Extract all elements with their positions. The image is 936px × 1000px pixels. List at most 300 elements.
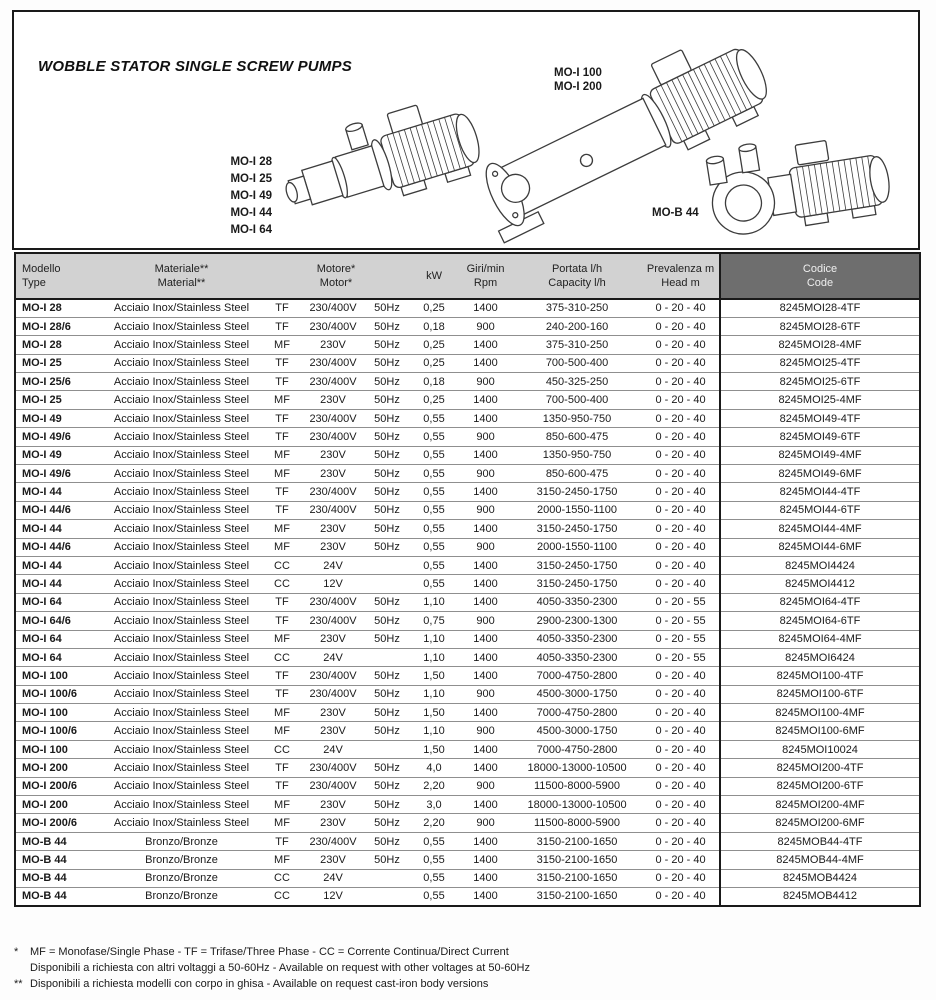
cell-code: 8245MOB44-4MF bbox=[720, 851, 920, 869]
table-row bbox=[15, 465, 920, 483]
pump-model-label: MO-I 100 bbox=[554, 67, 602, 79]
cell-code: 8245MOI64-6TF bbox=[720, 612, 920, 630]
cell-code: 8245MOB44-4TF bbox=[720, 832, 920, 850]
table-row bbox=[15, 722, 920, 740]
cell-capacity: 3150-2450-1750 bbox=[512, 483, 642, 501]
cell-head: 0 - 20 - 40 bbox=[642, 575, 720, 593]
cell-code: 8245MOI25-6TF bbox=[720, 373, 920, 391]
cell-kw: 0,55 bbox=[409, 483, 459, 501]
pump-table-body bbox=[15, 299, 920, 906]
cell-code: 8245MOI28-4MF bbox=[720, 336, 920, 354]
product-drawings-panel bbox=[12, 10, 920, 250]
table-row bbox=[15, 520, 920, 538]
cell-model: MO-I 64 bbox=[15, 630, 100, 648]
cell-voltage: 230/400V bbox=[301, 354, 365, 372]
cell-model: MO-I 49 bbox=[15, 409, 100, 427]
footnote-text: MF = Monofase/Single Phase - TF = Trifase/Three Phase - CC = Corrente Continua/Direct Current bbox=[30, 946, 509, 958]
cell-head: 0 - 20 - 40 bbox=[642, 409, 720, 427]
cell-rpm: 1400 bbox=[459, 759, 512, 777]
cell-kw: 4,0 bbox=[409, 759, 459, 777]
cell-voltage: 230V bbox=[301, 520, 365, 538]
cell-voltage: 230V bbox=[301, 814, 365, 832]
cell-kw: 0,25 bbox=[409, 391, 459, 409]
cell-head: 0 - 20 - 40 bbox=[642, 704, 720, 722]
cell-kw: 0,55 bbox=[409, 538, 459, 556]
cell-phase: TF bbox=[263, 832, 301, 850]
cell-phase: TF bbox=[263, 409, 301, 427]
cell-head: 0 - 20 - 40 bbox=[642, 851, 720, 869]
cell-rpm: 900 bbox=[459, 612, 512, 630]
cell-kw: 0,55 bbox=[409, 409, 459, 427]
cell-head: 0 - 20 - 40 bbox=[642, 740, 720, 758]
footnote-line bbox=[14, 976, 914, 992]
cell-head: 0 - 20 - 40 bbox=[642, 373, 720, 391]
cell-material: Acciaio Inox/Stainless Steel bbox=[100, 740, 263, 758]
cell-model: MO-I 100/6 bbox=[15, 722, 100, 740]
cell-model: MO-I 44 bbox=[15, 483, 100, 501]
cell-kw: 2,20 bbox=[409, 814, 459, 832]
cell-head: 0 - 20 - 40 bbox=[642, 501, 720, 519]
table-row bbox=[15, 373, 920, 391]
cell-phase: MF bbox=[263, 520, 301, 538]
cell-model: MO-B 44 bbox=[15, 869, 100, 887]
cell-kw: 1,10 bbox=[409, 593, 459, 611]
cell-frequency: 50Hz bbox=[365, 612, 409, 630]
cell-phase: MF bbox=[263, 336, 301, 354]
cell-frequency: 50Hz bbox=[365, 483, 409, 501]
cell-voltage: 230/400V bbox=[301, 299, 365, 317]
cell-rpm: 1400 bbox=[459, 354, 512, 372]
cell-phase: CC bbox=[263, 556, 301, 574]
cell-capacity: 700-500-400 bbox=[512, 354, 642, 372]
cell-model: MO-I 100/6 bbox=[15, 685, 100, 703]
cell-capacity: 850-600-475 bbox=[512, 465, 642, 483]
table-row bbox=[15, 630, 920, 648]
cell-code: 8245MOI200-4MF bbox=[720, 796, 920, 814]
table-row bbox=[15, 575, 920, 593]
table-row bbox=[15, 685, 920, 703]
table-row bbox=[15, 336, 920, 354]
cell-frequency: 50Hz bbox=[365, 299, 409, 317]
cell-code: 8245MOI10024 bbox=[720, 740, 920, 758]
table-row bbox=[15, 888, 920, 906]
cell-capacity: 4500-3000-1750 bbox=[512, 685, 642, 703]
cell-frequency: 50Hz bbox=[365, 593, 409, 611]
cell-capacity: 3150-2450-1750 bbox=[512, 520, 642, 538]
cell-kw: 3,0 bbox=[409, 796, 459, 814]
cell-kw: 1,10 bbox=[409, 648, 459, 666]
cell-capacity: 2000-1550-1100 bbox=[512, 538, 642, 556]
cell-material: Acciaio Inox/Stainless Steel bbox=[100, 612, 263, 630]
cell-voltage: 230/400V bbox=[301, 409, 365, 427]
cell-capacity: 850-600-475 bbox=[512, 428, 642, 446]
cell-capacity: 18000-13000-10500 bbox=[512, 796, 642, 814]
cell-head: 0 - 20 - 55 bbox=[642, 593, 720, 611]
cell-frequency bbox=[365, 648, 409, 666]
cell-voltage: 24V bbox=[301, 740, 365, 758]
table-row bbox=[15, 483, 920, 501]
cell-rpm: 1400 bbox=[459, 796, 512, 814]
col-header-model: Modello Type bbox=[15, 253, 100, 299]
cell-head: 0 - 20 - 40 bbox=[642, 777, 720, 795]
cell-capacity: 2000-1550-1100 bbox=[512, 501, 642, 519]
cell-frequency: 50Hz bbox=[365, 685, 409, 703]
cell-code: 8245MOI100-4TF bbox=[720, 667, 920, 685]
cell-model: MO-I 25 bbox=[15, 391, 100, 409]
cell-rpm: 900 bbox=[459, 685, 512, 703]
cell-head: 0 - 20 - 40 bbox=[642, 888, 720, 906]
cell-head: 0 - 20 - 55 bbox=[642, 630, 720, 648]
cell-rpm: 900 bbox=[459, 465, 512, 483]
cell-voltage: 24V bbox=[301, 869, 365, 887]
cell-kw: 0,55 bbox=[409, 869, 459, 887]
cell-model: MO-I 44/6 bbox=[15, 538, 100, 556]
cell-phase: TF bbox=[263, 428, 301, 446]
cell-kw: 0,25 bbox=[409, 299, 459, 317]
cell-material: Acciaio Inox/Stainless Steel bbox=[100, 317, 263, 335]
cell-material: Acciaio Inox/Stainless Steel bbox=[100, 373, 263, 391]
table-row bbox=[15, 556, 920, 574]
cell-rpm: 1400 bbox=[459, 391, 512, 409]
cell-rpm: 1400 bbox=[459, 409, 512, 427]
table-row bbox=[15, 612, 920, 630]
cell-kw: 0,25 bbox=[409, 354, 459, 372]
cell-material: Acciaio Inox/Stainless Steel bbox=[100, 538, 263, 556]
cell-phase: TF bbox=[263, 593, 301, 611]
table-row bbox=[15, 740, 920, 758]
cell-voltage: 230/400V bbox=[301, 759, 365, 777]
cell-material: Acciaio Inox/Stainless Steel bbox=[100, 446, 263, 464]
cell-head: 0 - 20 - 40 bbox=[642, 391, 720, 409]
cell-code: 8245MOI25-4TF bbox=[720, 354, 920, 372]
table-row bbox=[15, 759, 920, 777]
pump-spec-table bbox=[14, 252, 921, 907]
cell-rpm: 1400 bbox=[459, 888, 512, 906]
cell-capacity: 4050-3350-2300 bbox=[512, 648, 642, 666]
cell-model: MO-I 44 bbox=[15, 556, 100, 574]
col-header-material: Materiale** Material** bbox=[100, 253, 263, 299]
table-row bbox=[15, 796, 920, 814]
cell-head: 0 - 20 - 40 bbox=[642, 722, 720, 740]
cell-capacity: 1350-950-750 bbox=[512, 446, 642, 464]
cell-code: 8245MOI200-6MF bbox=[720, 814, 920, 832]
cell-rpm: 900 bbox=[459, 501, 512, 519]
cell-voltage: 230/400V bbox=[301, 483, 365, 501]
cell-frequency bbox=[365, 575, 409, 593]
cell-code: 8245MOI4424 bbox=[720, 556, 920, 574]
cell-capacity: 240-200-160 bbox=[512, 317, 642, 335]
cell-material: Acciaio Inox/Stainless Steel bbox=[100, 575, 263, 593]
cell-code: 8245MOI6424 bbox=[720, 648, 920, 666]
cell-rpm: 1400 bbox=[459, 832, 512, 850]
cell-phase: CC bbox=[263, 869, 301, 887]
cell-rpm: 1400 bbox=[459, 299, 512, 317]
cell-voltage: 12V bbox=[301, 888, 365, 906]
cell-material: Bronzo/Bronze bbox=[100, 888, 263, 906]
cell-model: MO-I 200 bbox=[15, 796, 100, 814]
cell-material: Acciaio Inox/Stainless Steel bbox=[100, 501, 263, 519]
cell-capacity: 375-310-250 bbox=[512, 336, 642, 354]
cell-model: MO-I 25/6 bbox=[15, 373, 100, 391]
cell-phase: TF bbox=[263, 354, 301, 372]
cell-kw: 2,20 bbox=[409, 777, 459, 795]
cell-capacity: 450-325-250 bbox=[512, 373, 642, 391]
cell-frequency: 50Hz bbox=[365, 409, 409, 427]
cell-code: 8245MOI49-6TF bbox=[720, 428, 920, 446]
table-header-row bbox=[15, 253, 920, 299]
cell-rpm: 1400 bbox=[459, 336, 512, 354]
cell-voltage: 230V bbox=[301, 391, 365, 409]
pump-model-label: MO-I 200 bbox=[554, 81, 602, 93]
table-row bbox=[15, 593, 920, 611]
cell-head: 0 - 20 - 40 bbox=[642, 759, 720, 777]
cell-material: Acciaio Inox/Stainless Steel bbox=[100, 391, 263, 409]
cell-rpm: 900 bbox=[459, 538, 512, 556]
col-header-kw: kW bbox=[409, 253, 459, 299]
cell-kw: 0,25 bbox=[409, 336, 459, 354]
col-header-code: Codice Code bbox=[720, 253, 920, 299]
cell-rpm: 900 bbox=[459, 428, 512, 446]
cell-head: 0 - 20 - 40 bbox=[642, 336, 720, 354]
cell-code: 8245MOB4412 bbox=[720, 888, 920, 906]
cell-capacity: 3150-2100-1650 bbox=[512, 832, 642, 850]
cell-capacity: 4050-3350-2300 bbox=[512, 630, 642, 648]
cell-kw: 0,55 bbox=[409, 428, 459, 446]
cell-rpm: 1400 bbox=[459, 851, 512, 869]
cell-code: 8245MOI44-6MF bbox=[720, 538, 920, 556]
table-row bbox=[15, 704, 920, 722]
cell-material: Bronzo/Bronze bbox=[100, 869, 263, 887]
cell-phase: TF bbox=[263, 299, 301, 317]
cell-rpm: 900 bbox=[459, 814, 512, 832]
cell-code: 8245MOI49-6MF bbox=[720, 465, 920, 483]
cell-head: 0 - 20 - 40 bbox=[642, 317, 720, 335]
cell-rpm: 900 bbox=[459, 777, 512, 795]
col-header-head: Prevalenza m Head m bbox=[642, 253, 720, 299]
table-row bbox=[15, 409, 920, 427]
cell-frequency: 50Hz bbox=[365, 373, 409, 391]
cell-head: 0 - 20 - 40 bbox=[642, 520, 720, 538]
cell-frequency: 50Hz bbox=[365, 538, 409, 556]
cell-head: 0 - 20 - 40 bbox=[642, 796, 720, 814]
cell-kw: 0,75 bbox=[409, 612, 459, 630]
cell-model: MO-I 44/6 bbox=[15, 501, 100, 519]
cell-code: 8245MOI49-4MF bbox=[720, 446, 920, 464]
footnote-marker: * bbox=[14, 946, 19, 958]
cell-code: 8245MOI44-6TF bbox=[720, 501, 920, 519]
pump-model-labels-small-series bbox=[182, 154, 272, 239]
cell-voltage: 230/400V bbox=[301, 777, 365, 795]
cell-model: MO-B 44 bbox=[15, 888, 100, 906]
cell-head: 0 - 20 - 40 bbox=[642, 428, 720, 446]
cell-phase: CC bbox=[263, 575, 301, 593]
cell-code: 8245MOI28-4TF bbox=[720, 299, 920, 317]
cell-model: MO-I 49/6 bbox=[15, 465, 100, 483]
cell-phase: MF bbox=[263, 630, 301, 648]
cell-head: 0 - 20 - 40 bbox=[642, 465, 720, 483]
cell-rpm: 1400 bbox=[459, 446, 512, 464]
cell-code: 8245MOI100-6TF bbox=[720, 685, 920, 703]
cell-code: 8245MOI64-4MF bbox=[720, 630, 920, 648]
cell-phase: TF bbox=[263, 483, 301, 501]
cell-phase: CC bbox=[263, 888, 301, 906]
footnotes bbox=[14, 944, 914, 992]
cell-kw: 0,18 bbox=[409, 373, 459, 391]
cell-phase: TF bbox=[263, 501, 301, 519]
cell-code: 8245MOI64-4TF bbox=[720, 593, 920, 611]
cell-material: Bronzo/Bronze bbox=[100, 851, 263, 869]
cell-capacity: 3150-2100-1650 bbox=[512, 851, 642, 869]
cell-voltage: 230/400V bbox=[301, 501, 365, 519]
cell-material: Acciaio Inox/Stainless Steel bbox=[100, 483, 263, 501]
cell-capacity: 7000-4750-2800 bbox=[512, 704, 642, 722]
cell-phase: MF bbox=[263, 391, 301, 409]
cell-rpm: 1400 bbox=[459, 648, 512, 666]
cell-head: 0 - 20 - 55 bbox=[642, 612, 720, 630]
cell-phase: MF bbox=[263, 814, 301, 832]
col-header-motor: Motore* Motor* bbox=[263, 253, 409, 299]
cell-material: Acciaio Inox/Stainless Steel bbox=[100, 428, 263, 446]
cell-frequency: 50Hz bbox=[365, 759, 409, 777]
cell-material: Acciaio Inox/Stainless Steel bbox=[100, 593, 263, 611]
cell-voltage: 230V bbox=[301, 796, 365, 814]
cell-capacity: 18000-13000-10500 bbox=[512, 759, 642, 777]
cell-phase: TF bbox=[263, 317, 301, 335]
table-row bbox=[15, 299, 920, 317]
cell-frequency: 50Hz bbox=[365, 391, 409, 409]
table-row bbox=[15, 317, 920, 335]
cell-code: 8245MOI100-4MF bbox=[720, 704, 920, 722]
cell-rpm: 1400 bbox=[459, 520, 512, 538]
cell-model: MO-I 49 bbox=[15, 446, 100, 464]
cell-model: MO-I 200 bbox=[15, 759, 100, 777]
cell-code: 8245MOI200-6TF bbox=[720, 777, 920, 795]
cell-voltage: 230/400V bbox=[301, 667, 365, 685]
cell-rpm: 1400 bbox=[459, 667, 512, 685]
cell-material: Acciaio Inox/Stainless Steel bbox=[100, 409, 263, 427]
cell-material: Acciaio Inox/Stainless Steel bbox=[100, 759, 263, 777]
cell-capacity: 2900-2300-1300 bbox=[512, 612, 642, 630]
cell-capacity: 1350-950-750 bbox=[512, 409, 642, 427]
cell-kw: 0,55 bbox=[409, 520, 459, 538]
pump-illustration-small-moi bbox=[270, 74, 490, 252]
cell-head: 0 - 20 - 40 bbox=[642, 538, 720, 556]
cell-voltage: 230V bbox=[301, 538, 365, 556]
cell-kw: 1,50 bbox=[409, 740, 459, 758]
spec-table-wrap bbox=[14, 252, 920, 907]
cell-rpm: 1400 bbox=[459, 593, 512, 611]
table-row bbox=[15, 667, 920, 685]
cell-model: MO-I 200/6 bbox=[15, 777, 100, 795]
cell-model: MO-I 28 bbox=[15, 336, 100, 354]
pump-model-label: MO-I 49 bbox=[230, 190, 272, 202]
cell-capacity: 700-500-400 bbox=[512, 391, 642, 409]
cell-capacity: 3150-2450-1750 bbox=[512, 556, 642, 574]
cell-code: 8245MOB4424 bbox=[720, 869, 920, 887]
cell-voltage: 230/400V bbox=[301, 832, 365, 850]
cell-voltage: 230V bbox=[301, 446, 365, 464]
table-row bbox=[15, 832, 920, 850]
cell-frequency: 50Hz bbox=[365, 722, 409, 740]
cell-capacity: 4500-3000-1750 bbox=[512, 722, 642, 740]
cell-head: 0 - 20 - 40 bbox=[642, 814, 720, 832]
cell-kw: 0,55 bbox=[409, 851, 459, 869]
table-row bbox=[15, 869, 920, 887]
table-row bbox=[15, 391, 920, 409]
cell-phase: TF bbox=[263, 777, 301, 795]
cell-phase: MF bbox=[263, 704, 301, 722]
cell-code: 8245MOI100-6MF bbox=[720, 722, 920, 740]
cell-material: Acciaio Inox/Stainless Steel bbox=[100, 796, 263, 814]
pump-model-label: MO-I 64 bbox=[230, 224, 272, 236]
cell-rpm: 1400 bbox=[459, 869, 512, 887]
pump-model-label: MO-I 44 bbox=[230, 207, 272, 219]
cell-voltage: 230/400V bbox=[301, 593, 365, 611]
col-header-rpm: Giri/min Rpm bbox=[459, 253, 512, 299]
cell-material: Acciaio Inox/Stainless Steel bbox=[100, 299, 263, 317]
cell-voltage: 230V bbox=[301, 630, 365, 648]
cell-frequency: 50Hz bbox=[365, 317, 409, 335]
cell-kw: 0,55 bbox=[409, 465, 459, 483]
cell-model: MO-I 28 bbox=[15, 299, 100, 317]
pump-illustration-mob44 bbox=[697, 100, 925, 256]
cell-frequency: 50Hz bbox=[365, 777, 409, 795]
cell-capacity: 4050-3350-2300 bbox=[512, 593, 642, 611]
cell-rpm: 1400 bbox=[459, 556, 512, 574]
cell-material: Acciaio Inox/Stainless Steel bbox=[100, 556, 263, 574]
cell-code: 8245MOI200-4TF bbox=[720, 759, 920, 777]
cell-code: 8245MOI25-4MF bbox=[720, 391, 920, 409]
cell-head: 0 - 20 - 40 bbox=[642, 869, 720, 887]
cell-capacity: 3150-2450-1750 bbox=[512, 575, 642, 593]
table-row bbox=[15, 814, 920, 832]
table-row bbox=[15, 446, 920, 464]
cell-frequency: 50Hz bbox=[365, 465, 409, 483]
page-title: WOBBLE STATOR SINGLE SCREW PUMPS bbox=[38, 58, 352, 75]
cell-material: Acciaio Inox/Stainless Steel bbox=[100, 667, 263, 685]
cell-material: Acciaio Inox/Stainless Steel bbox=[100, 354, 263, 372]
cell-material: Acciaio Inox/Stainless Steel bbox=[100, 520, 263, 538]
cell-rpm: 1400 bbox=[459, 704, 512, 722]
cell-capacity: 11500-8000-5900 bbox=[512, 814, 642, 832]
cell-material: Acciaio Inox/Stainless Steel bbox=[100, 648, 263, 666]
cell-frequency: 50Hz bbox=[365, 354, 409, 372]
cell-frequency: 50Hz bbox=[365, 704, 409, 722]
cell-material: Acciaio Inox/Stainless Steel bbox=[100, 704, 263, 722]
cell-kw: 0,55 bbox=[409, 556, 459, 574]
cell-rpm: 1400 bbox=[459, 575, 512, 593]
cell-material: Acciaio Inox/Stainless Steel bbox=[100, 814, 263, 832]
cell-head: 0 - 20 - 40 bbox=[642, 299, 720, 317]
cell-material: Acciaio Inox/Stainless Steel bbox=[100, 630, 263, 648]
cell-voltage: 230V bbox=[301, 704, 365, 722]
cell-frequency: 50Hz bbox=[365, 630, 409, 648]
cell-frequency: 50Hz bbox=[365, 796, 409, 814]
cell-voltage: 24V bbox=[301, 556, 365, 574]
cell-kw: 0,55 bbox=[409, 446, 459, 464]
footnote-marker bbox=[14, 960, 30, 976]
cell-frequency: 50Hz bbox=[365, 501, 409, 519]
cell-material: Acciaio Inox/Stainless Steel bbox=[100, 685, 263, 703]
cell-model: MO-I 100 bbox=[15, 667, 100, 685]
cell-model: MO-I 49/6 bbox=[15, 428, 100, 446]
table-row bbox=[15, 777, 920, 795]
cell-voltage: 12V bbox=[301, 575, 365, 593]
cell-head: 0 - 20 - 40 bbox=[642, 667, 720, 685]
cell-phase: MF bbox=[263, 851, 301, 869]
cell-model: MO-I 44 bbox=[15, 575, 100, 593]
cell-voltage: 230V bbox=[301, 465, 365, 483]
